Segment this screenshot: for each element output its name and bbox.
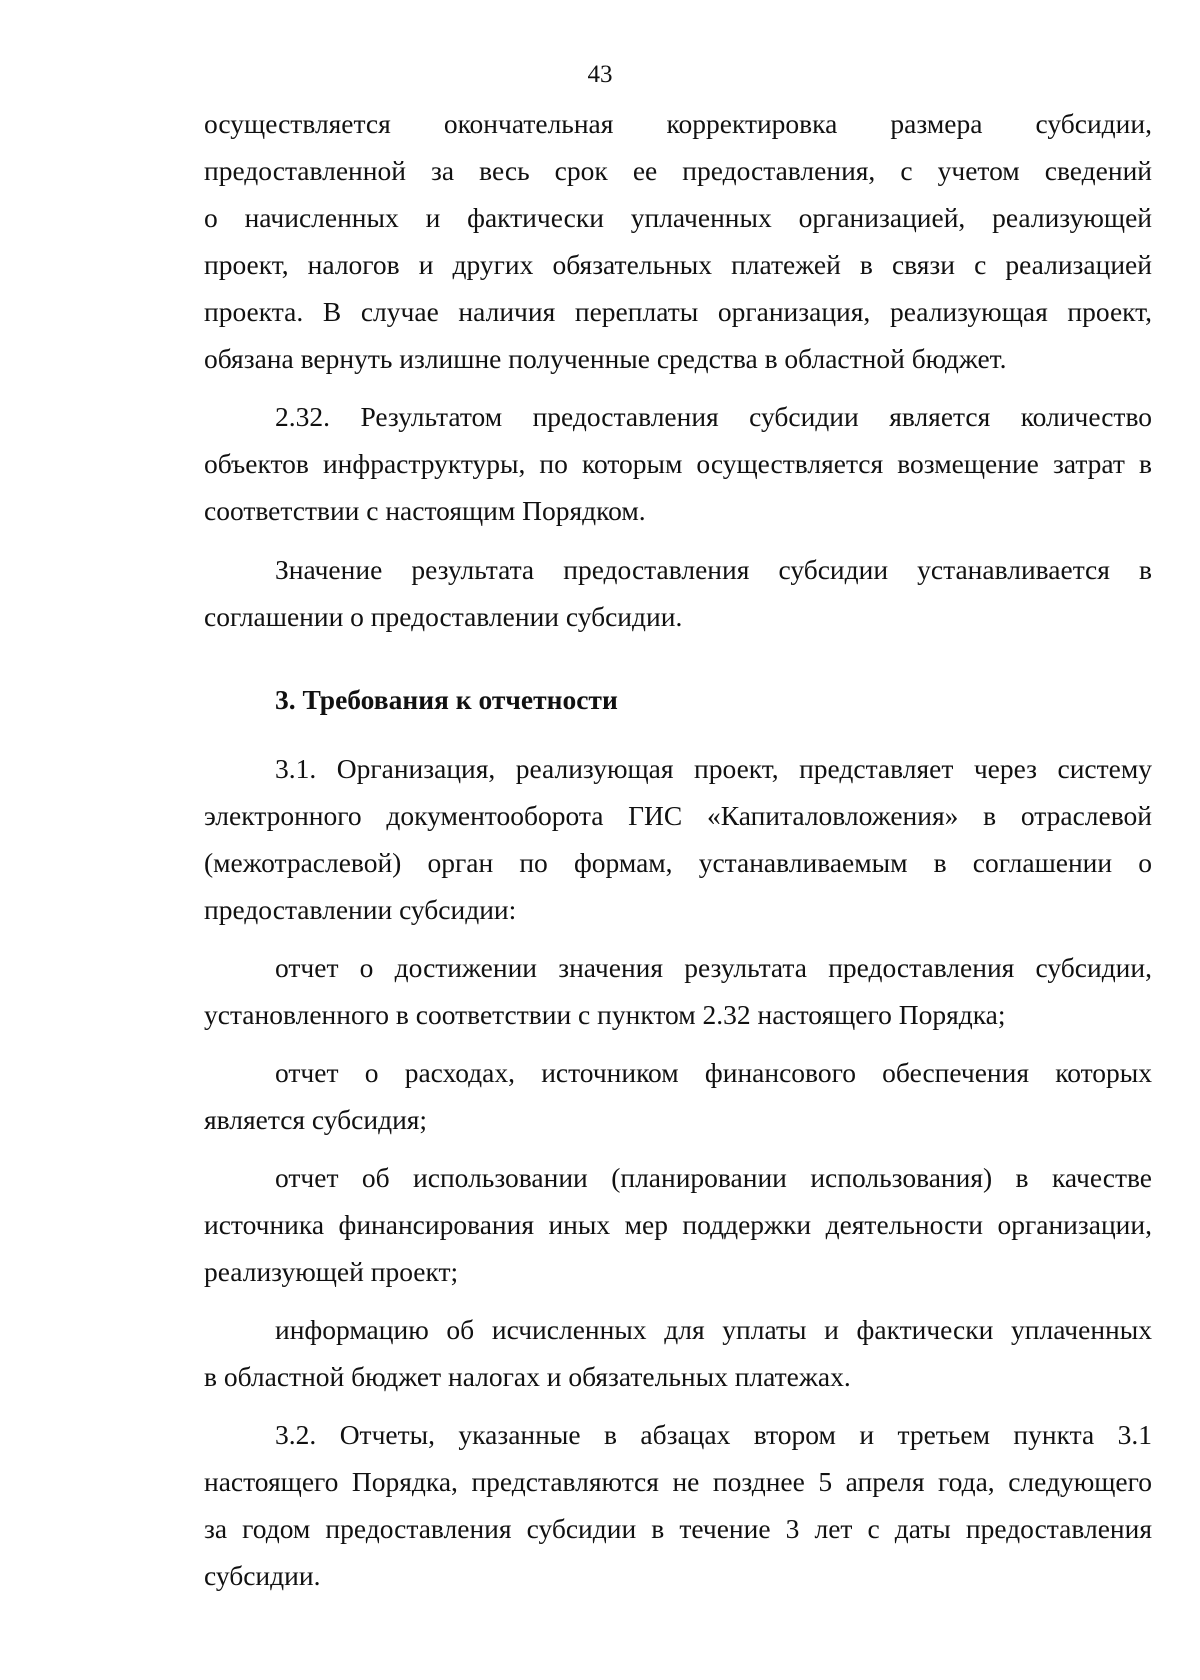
text-line: осуществляется окончательная корректировка размера субсидии, bbox=[204, 108, 1152, 139]
document-body bbox=[204, 100, 1152, 1599]
text-line: в областной бюджет налогах и обязательных платежах. bbox=[204, 1361, 851, 1392]
text-line: о начисленных и фактически уплаченных организацией, реализующей bbox=[204, 202, 1152, 233]
page-number: 43 bbox=[587, 61, 613, 88]
text-line: установленного в соответствии с пунктом 2.32 настоящего Порядка; bbox=[204, 999, 1006, 1030]
paragraph-tax-info bbox=[204, 1306, 1152, 1400]
text-line: 3.1. Организация, реализующая проект, представляет через систему bbox=[275, 753, 1152, 784]
text-line: электронного документооборота ГИС «Капиталовложения» в отраслевой bbox=[204, 800, 1152, 831]
text-line: информацию об исчисленных для уплаты и фактически уплаченных bbox=[275, 1314, 1152, 1345]
text-line: 3.2. Отчеты, указанные в абзацах втором и третьем пункта 3.1 bbox=[275, 1419, 1152, 1450]
text-line: (межотраслевой) орган по формам, устанавливаемым в соглашении о bbox=[204, 847, 1152, 878]
paragraph-report-result bbox=[204, 944, 1152, 1038]
text-line: является субсидия; bbox=[204, 1104, 428, 1135]
paragraph-report-usage bbox=[204, 1154, 1152, 1295]
text-line: настоящего Порядка, представляются не позднее 5 апреля года, следующего bbox=[204, 1466, 1152, 1497]
text-line: отчет о расходах, источником финансового обеспечения которых bbox=[275, 1057, 1152, 1088]
text-line: за годом предоставления субсидии в течение 3 лет с даты предоставления bbox=[204, 1513, 1152, 1544]
text-line: источника финансирования иных мер поддержки деятельности организации, bbox=[204, 1209, 1152, 1240]
paragraph-3-1 bbox=[204, 745, 1152, 933]
text-line: предоставлении субсидии: bbox=[204, 894, 517, 925]
paragraph-report-expenses bbox=[204, 1049, 1152, 1143]
section-heading: 3. Требования к отчетности bbox=[275, 684, 618, 715]
paragraph-result-value bbox=[204, 546, 1152, 640]
text-line: отчет о достижении значения результата предоставления субсидии, bbox=[275, 952, 1152, 983]
paragraph-subsidy-correction bbox=[204, 100, 1152, 382]
text-line: субсидии. bbox=[204, 1560, 321, 1591]
text-line: Значение результата предоставления субсидии устанавливается в bbox=[275, 554, 1152, 585]
text-line: 2.32. Результатом предоставления субсидии является количество bbox=[275, 401, 1152, 432]
text-line: предоставленной за весь срок ее предоставления, с учетом сведений bbox=[204, 155, 1152, 186]
paragraph-2-32 bbox=[204, 393, 1152, 534]
text-line: реализующей проект; bbox=[204, 1256, 459, 1287]
text-line: обязана вернуть излишне полученные средства в областной бюджет. bbox=[204, 343, 1007, 374]
paragraph-3-2 bbox=[204, 1411, 1152, 1599]
text-line: соглашении о предоставлении субсидии. bbox=[204, 601, 683, 632]
text-line: соответствии с настоящим Порядком. bbox=[204, 495, 646, 526]
text-line: отчет об использовании (планировании использования) в качестве bbox=[275, 1162, 1152, 1193]
text-line: объектов инфраструктуры, по которым осуществляется возмещение затрат в bbox=[204, 448, 1152, 479]
text-line: проект, налогов и других обязательных платежей в связи с реализацией bbox=[204, 249, 1152, 280]
text-line: проекта. В случае наличия переплаты организация, реализующая проект, bbox=[204, 296, 1152, 327]
